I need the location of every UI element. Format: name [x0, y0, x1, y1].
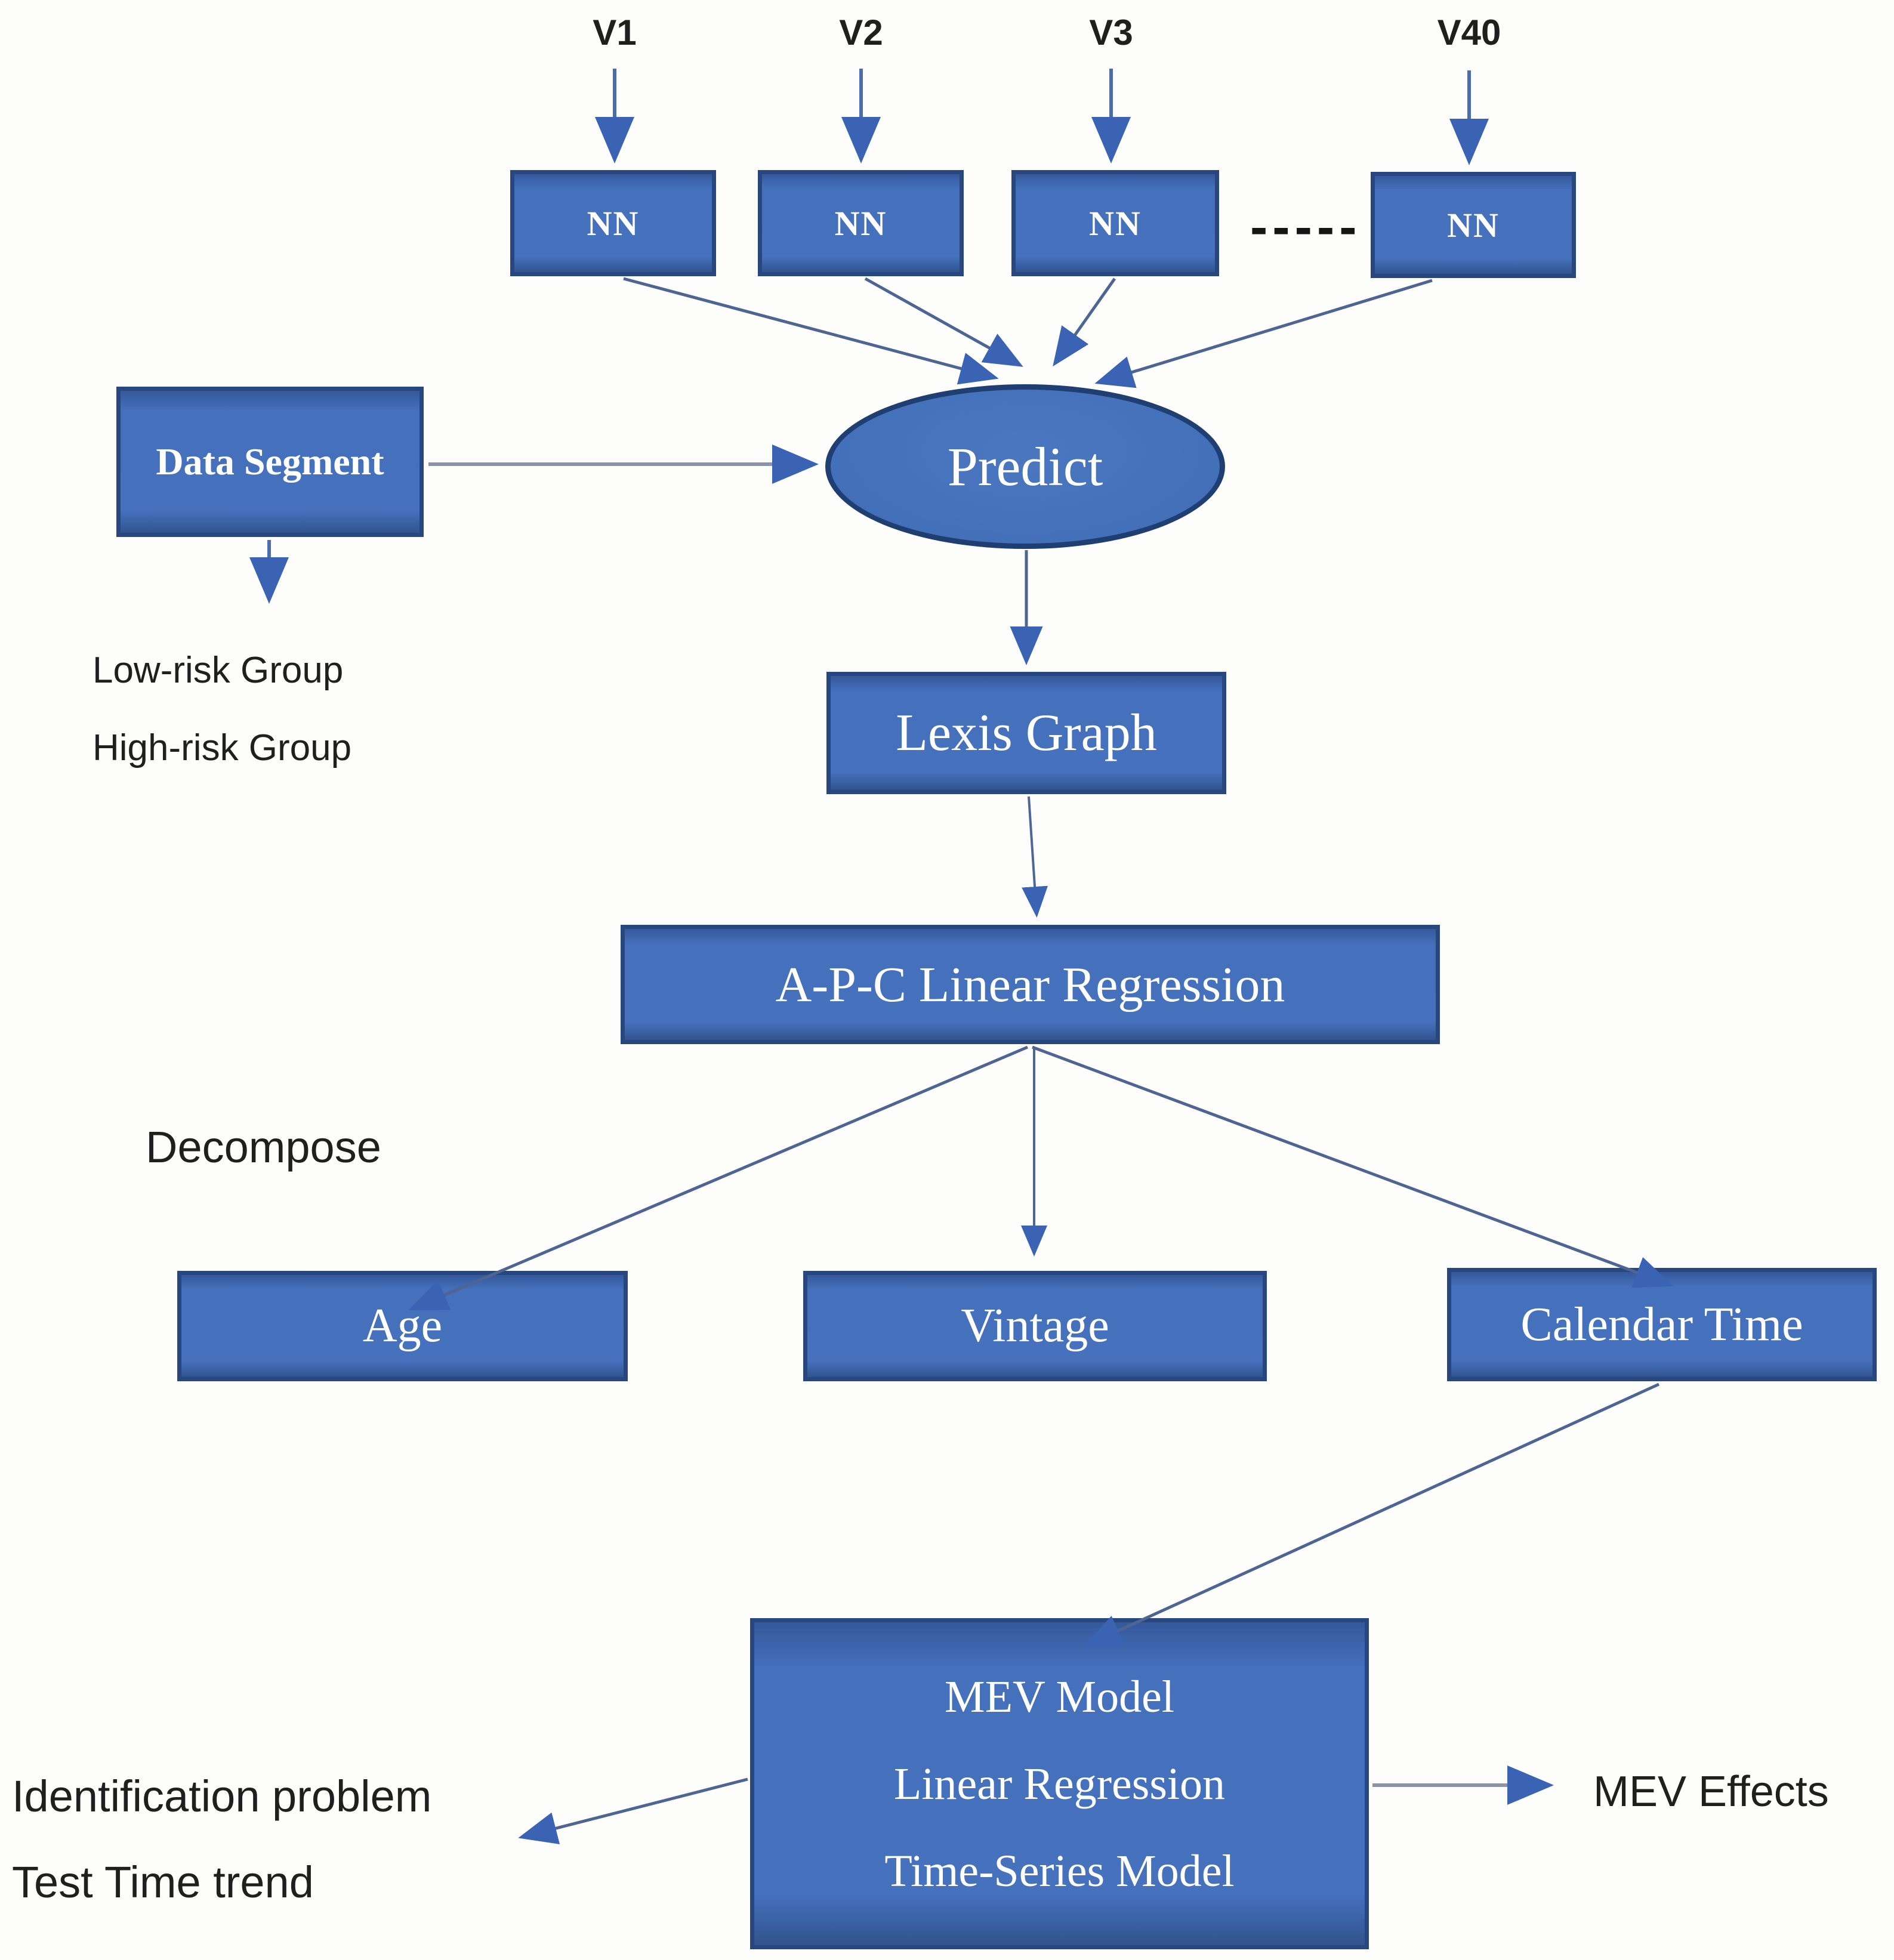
arrow-nn2-to-predict — [865, 279, 1018, 364]
arrow-mev-to-identification — [524, 1779, 748, 1836]
data-segment-label: Data Segment — [156, 440, 384, 483]
calendar-time-box — [1447, 1268, 1877, 1381]
predict-ellipse — [825, 384, 1225, 549]
mev-model-line2: Linear Regression — [893, 1758, 1226, 1809]
predict-label: Predict — [947, 436, 1103, 497]
mev-effects-label: MEV Effects — [1593, 1768, 1829, 1816]
arrow-nn3-to-predict — [1056, 279, 1115, 362]
test-time-trend-label: Test Time trend — [12, 1857, 314, 1907]
mev-model-box — [750, 1618, 1369, 1949]
identification-problem-label: Identification problem — [12, 1771, 432, 1821]
nn-box-3 — [1011, 170, 1219, 276]
nn-box-1 — [510, 170, 716, 276]
apc-regression-box — [621, 925, 1440, 1044]
arrow-nn1-to-predict — [624, 279, 993, 377]
input-label-v2: V2 — [839, 13, 883, 53]
nn-box-4 — [1371, 172, 1576, 278]
arrow-apc-to-calendar-time — [1032, 1047, 1668, 1284]
input-label-v1: V1 — [593, 13, 637, 53]
nn-box-1-label: NN — [587, 203, 640, 243]
calendar-time-label: Calendar Time — [1520, 1298, 1803, 1351]
nn-box-2-label: NN — [834, 203, 887, 243]
lexis-graph-box — [826, 672, 1226, 794]
arrow-calendar-time-to-mev — [1088, 1384, 1659, 1644]
nn-box-4-label: NN — [1447, 205, 1500, 245]
nn-box-3-label: NN — [1089, 203, 1142, 243]
high-risk-group-label: High-risk Group — [92, 727, 352, 768]
lexis-graph-label: Lexis Graph — [896, 704, 1157, 762]
arrow-nn4-to-predict — [1100, 280, 1432, 382]
vintage-label: Vintage — [961, 1300, 1109, 1352]
vintage-box — [803, 1271, 1267, 1381]
low-risk-group-label: Low-risk Group — [92, 650, 344, 691]
mev-model-line1: MEV Model — [945, 1671, 1174, 1722]
input-label-v3: V3 — [1089, 13, 1133, 53]
apc-regression-label: A-P-C Linear Regression — [775, 956, 1285, 1013]
age-label: Age — [362, 1300, 443, 1352]
mev-model-line3: Time-Series Model — [884, 1845, 1235, 1896]
input-label-v40: V40 — [1437, 13, 1501, 53]
decompose-label: Decompose — [146, 1122, 381, 1172]
data-segment-box — [116, 387, 424, 537]
ellipsis-dashes: ----- — [1250, 197, 1362, 256]
arrow-lexis-to-apc — [1029, 797, 1037, 913]
age-box — [177, 1271, 628, 1381]
nn-box-2 — [758, 170, 964, 276]
arrow-apc-to-age — [414, 1047, 1028, 1308]
